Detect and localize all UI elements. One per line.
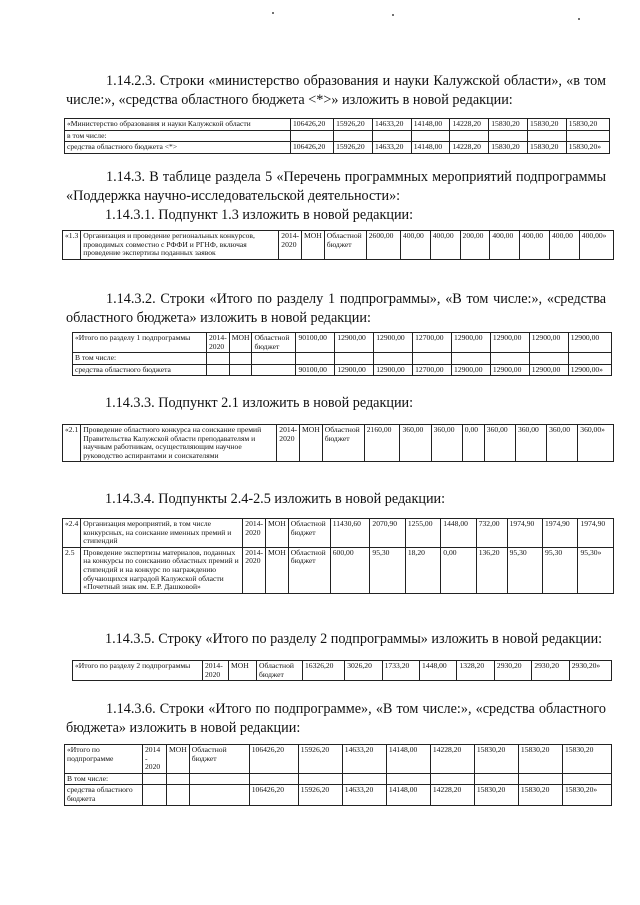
table-cell: 732,00 — [476, 519, 507, 548]
table-cell: 12900,00 — [452, 364, 491, 376]
table-cell: 0,00 — [441, 547, 476, 593]
table-cell: 106426,20 — [249, 745, 298, 774]
table-cell: Областной бюджет — [288, 547, 330, 593]
table-cell — [489, 130, 528, 142]
table-cell: 2014-2020 — [277, 425, 300, 462]
table-cell: 95,30 — [370, 547, 405, 593]
table-cell — [252, 364, 296, 376]
table-cell: В том числе: — [73, 353, 207, 365]
table-cell: 16326,20 — [303, 661, 345, 681]
table-cell: Организация мероприятий, в том числе конкурсных, на соискание именных премий и стипендий — [81, 519, 243, 548]
table-cell: 15830,20 — [489, 142, 528, 154]
table-cell: 14633,20 — [372, 142, 411, 154]
table-cell: 14148,00 — [386, 785, 430, 805]
table-cell: 12900,00 — [374, 333, 413, 353]
table-cell — [334, 130, 373, 142]
table-cell: МОН — [266, 519, 289, 548]
table-row — [73, 353, 612, 365]
table-cell: Областной бюджет — [189, 745, 249, 774]
table-cell: 14633,20 — [372, 119, 411, 131]
table-cell — [528, 130, 567, 142]
table-cell: 360,00 — [515, 425, 546, 462]
table-cell: 14148,00 — [411, 142, 450, 154]
table-cell: 12900,00 — [529, 333, 568, 353]
table-cell: 14633,20 — [342, 745, 386, 774]
table-cell — [143, 785, 167, 805]
table-cell: Областной бюджет — [288, 519, 330, 548]
table-cell: «Министерство образования и науки Калужской области — [65, 119, 291, 131]
table-cell: 12900,00 — [374, 364, 413, 376]
table-cell: 12900,00» — [568, 364, 611, 376]
table-cell: 14228,20 — [450, 119, 489, 131]
scan-speck — [578, 18, 580, 20]
table-cell: 106426,20 — [291, 142, 334, 154]
table-cell — [566, 130, 609, 142]
table-cell: 360,00 — [400, 425, 431, 462]
table-cell: 2070,90 — [370, 519, 405, 548]
table-cell: 15926,20 — [334, 119, 373, 131]
table-cell: 360,00» — [578, 425, 614, 462]
table-cell — [490, 353, 529, 365]
table-cell: 360,00 — [547, 425, 578, 462]
table-cell: МОН — [300, 425, 323, 462]
table-cell: 14148,00 — [386, 745, 430, 774]
table-cell — [474, 773, 518, 785]
table-cell: средства областного бюджета <*> — [65, 142, 291, 154]
table-cell: 1733,20 — [382, 661, 419, 681]
table-row — [73, 661, 612, 681]
table-cell: 360,00 — [484, 425, 515, 462]
table-cell: Областной бюджет — [252, 333, 296, 353]
table-cell — [562, 773, 611, 785]
table-cell — [529, 353, 568, 365]
table-cell: Проведение областного конкурса на соискание премий Правительства Калужской области преподавателям и научным работникам, осуществляющим научное руководство аспирантами и соискателями — [81, 425, 277, 462]
table-cell — [342, 773, 386, 785]
table-cell: 15830,20 — [489, 119, 528, 131]
table-cell: 2014-2020 — [279, 231, 302, 260]
table-cell — [568, 353, 611, 365]
paragraph-1-14-3-1: 1.14.3.1. Подпункт 1.3 изложить в новой редакции: — [105, 207, 414, 223]
table-row — [65, 773, 612, 785]
table-cell: 106426,20 — [249, 785, 298, 805]
table-cell: МОН — [302, 231, 325, 260]
table-cell: 200,00 — [460, 231, 490, 260]
table-row — [65, 785, 612, 805]
table-cell: 400,00 — [490, 231, 520, 260]
table-cell: 15830,20 — [474, 785, 518, 805]
table-cell: 14228,20 — [430, 745, 474, 774]
table-cell — [374, 353, 413, 365]
table-cell: 18,20 — [405, 547, 440, 593]
table-cell: 14633,20 — [342, 785, 386, 805]
table-cell — [167, 785, 190, 805]
table-total-subprogram — [64, 744, 612, 806]
table-cell: 3026,20 — [345, 661, 382, 681]
table-cell: 95,30 — [507, 547, 542, 593]
table-cell: 12900,00 — [490, 364, 529, 376]
table-cell: 400,00 — [400, 231, 430, 260]
scan-speck — [272, 12, 274, 14]
table-cell: Областной бюджет — [324, 231, 366, 260]
table-cell — [167, 773, 190, 785]
table-cell: 400,00 — [549, 231, 579, 260]
table-cell: 400,00» — [579, 231, 613, 260]
table-cell: 360,00 — [431, 425, 462, 462]
table-cell: 95,30» — [578, 547, 614, 593]
table-cell — [252, 353, 296, 365]
table-cell: 106426,20 — [291, 119, 334, 131]
table-cell: 14228,20 — [430, 785, 474, 805]
table-cell: 2014-2020 — [207, 333, 230, 353]
table-cell: Областной бюджет — [257, 661, 303, 681]
table-cell: МОН — [266, 547, 289, 593]
table-cell: средства областного бюджета — [65, 785, 143, 805]
table-cell: 1974,90 — [543, 519, 578, 548]
table-cell: 400,00 — [430, 231, 460, 260]
table-cell: «2.1 — [63, 425, 81, 462]
table-cell: 11430,60 — [330, 519, 370, 548]
table-cell: 12900,00 — [529, 364, 568, 376]
table-cell: 12900,00 — [335, 364, 374, 376]
table-cell: 12900,00 — [568, 333, 611, 353]
table-cell: «Итого по подпрограмме — [65, 745, 143, 774]
table-cell: Проведение экспертизы материалов, поданных на конкурсы по соисканию областных премий и стипендий и на конкурс по награждению обучающихся наградой Калужской области «Почетный знак им. Е.Р. Дашковой» — [81, 547, 243, 593]
table-cell — [189, 773, 249, 785]
table-cell: средства областного бюджета — [73, 364, 207, 376]
table-cell: 15926,20 — [334, 142, 373, 154]
paragraph-1-14-3-2: 1.14.3.2. Строки «Итого по разделу 1 подпрограммы», «В том числе:», «средства областного бюджета» изложить в новой редакции: — [66, 291, 606, 326]
table-cell: 90100,00 — [296, 333, 335, 353]
paragraph-1-14-3-3: 1.14.3.3. Подпункт 2.1 изложить в новой редакции: — [105, 395, 414, 411]
table-cell — [450, 130, 489, 142]
table-cell: 12900,00 — [452, 333, 491, 353]
table-cell: «2.4 — [63, 519, 81, 548]
table-cell — [413, 353, 452, 365]
table-total-section-1 — [72, 332, 612, 376]
table-cell: 14148,00 — [411, 119, 450, 131]
table-cell: 12900,00 — [490, 333, 529, 353]
table-cell: 95,30 — [543, 547, 578, 593]
table-cell — [291, 130, 334, 142]
table-cell: 12700,00 — [413, 333, 452, 353]
table-cell: 2014-2020 — [243, 519, 266, 548]
table-cell: 1328,20 — [457, 661, 494, 681]
table-cell — [298, 773, 342, 785]
table-row — [65, 119, 610, 131]
table-items-2-4-2-5 — [62, 518, 614, 594]
table-cell: 90100,00 — [296, 364, 335, 376]
table-cell: 15830,20 — [562, 745, 611, 774]
table-cell: 0,00 — [462, 425, 484, 462]
table-cell: 1974,90 — [578, 519, 614, 548]
table-cell: МОН — [229, 661, 257, 681]
table-cell: 2160,00 — [364, 425, 400, 462]
table-cell: В том числе: — [65, 773, 143, 785]
table-cell: в том числе: — [65, 130, 291, 142]
table-cell: 15830,20 — [528, 142, 567, 154]
table-cell: 2600,00 — [366, 231, 400, 260]
table-row — [65, 142, 610, 154]
paragraph-1-14-3-6: 1.14.3.6. Строки «Итого по подпрограмме», «В том числе:», «средства областного бюджета» изложить в новой редакции: — [66, 701, 606, 736]
table-cell — [229, 353, 252, 365]
table-cell: 15830,20 — [528, 119, 567, 131]
table-row — [63, 519, 614, 548]
table-cell — [207, 353, 230, 365]
table-row — [63, 547, 614, 593]
table-row — [63, 231, 614, 260]
table-cell: 15830,20» — [566, 142, 609, 154]
table-cell: 15926,20 — [298, 785, 342, 805]
paragraph-1-14-3: 1.14.3. В таблице раздела 5 «Перечень программных мероприятий подпрограммы «Поддержка научно-исследовательской деятельности»: — [66, 169, 606, 204]
table-cell: 2014 - 2020 — [143, 745, 167, 774]
table-cell: 15830,20 — [566, 119, 609, 131]
table-cell: МОН — [167, 745, 190, 774]
table-cell — [518, 773, 562, 785]
table-cell: 15830,20 — [518, 785, 562, 805]
paragraph-1-14-2-3: 1.14.2.3. Строки «министерство образования и науки Калужской области», «в том числе:», «средства областного бюджета <*>» изложить в новой редакции: — [66, 73, 606, 108]
table-total-section-2 — [72, 660, 612, 681]
table-cell: 12700,00 — [413, 364, 452, 376]
table-cell: 400,00 — [520, 231, 550, 260]
table-cell: «1.3 — [63, 231, 81, 260]
table-cell: Организация и проведение региональных конкурсов, проводимых совместно с РФФИ и РГНФ, включая проведение экспертизы поданных заявок — [81, 231, 279, 260]
table-cell — [207, 364, 230, 376]
table-cell: 2930,20 — [494, 661, 531, 681]
table-row — [65, 130, 610, 142]
table-row — [63, 425, 614, 462]
table-cell — [189, 785, 249, 805]
table-cell: 12900,00 — [335, 333, 374, 353]
table-cell: 15926,20 — [298, 745, 342, 774]
table-row — [73, 364, 612, 376]
table-cell: МОН — [229, 333, 252, 353]
table-cell: «Итого по разделу 1 подпрограммы — [73, 333, 207, 353]
table-cell — [452, 353, 491, 365]
table-cell: 1255,00 — [405, 519, 440, 548]
table-row — [73, 333, 612, 353]
table-cell — [430, 773, 474, 785]
table-cell: 600,00 — [330, 547, 370, 593]
table-cell — [229, 364, 252, 376]
table-cell — [143, 773, 167, 785]
table-cell — [386, 773, 430, 785]
table-cell: 1448,00 — [420, 661, 457, 681]
table-cell: 1448,00 — [441, 519, 476, 548]
table-cell: 2014-2020 — [243, 547, 266, 593]
scan-speck — [392, 14, 394, 16]
table-cell: 15830,20» — [562, 785, 611, 805]
table-cell — [411, 130, 450, 142]
table-cell: 15830,20 — [474, 745, 518, 774]
table-cell: 2930,20 — [532, 661, 569, 681]
table-cell: 14228,20 — [450, 142, 489, 154]
paragraph-1-14-3-4: 1.14.3.4. Подпункты 2.4-2.5 изложить в новой редакции: — [105, 491, 446, 507]
table-cell: 1974,90 — [507, 519, 542, 548]
table-item-2-1 — [62, 424, 614, 462]
paragraph-1-14-3-5: 1.14.3.5. Строку «Итого по разделу 2 подпрограммы» изложить в новой редакции: — [105, 631, 603, 647]
table-cell: 136,20 — [476, 547, 507, 593]
table-cell — [335, 353, 374, 365]
table-cell: 15830,20 — [518, 745, 562, 774]
table-row — [65, 745, 612, 774]
table-item-1-3 — [62, 230, 614, 260]
table-cell — [372, 130, 411, 142]
table-ministry — [64, 118, 610, 154]
table-cell — [296, 353, 335, 365]
table-cell: 2930,20» — [569, 661, 611, 681]
table-cell — [249, 773, 298, 785]
table-cell: Областной бюджет — [322, 425, 364, 462]
table-cell: «Итого по разделу 2 подпрограммы — [73, 661, 203, 681]
table-cell: 2.5 — [63, 547, 81, 593]
table-cell: 2014-2020 — [203, 661, 229, 681]
